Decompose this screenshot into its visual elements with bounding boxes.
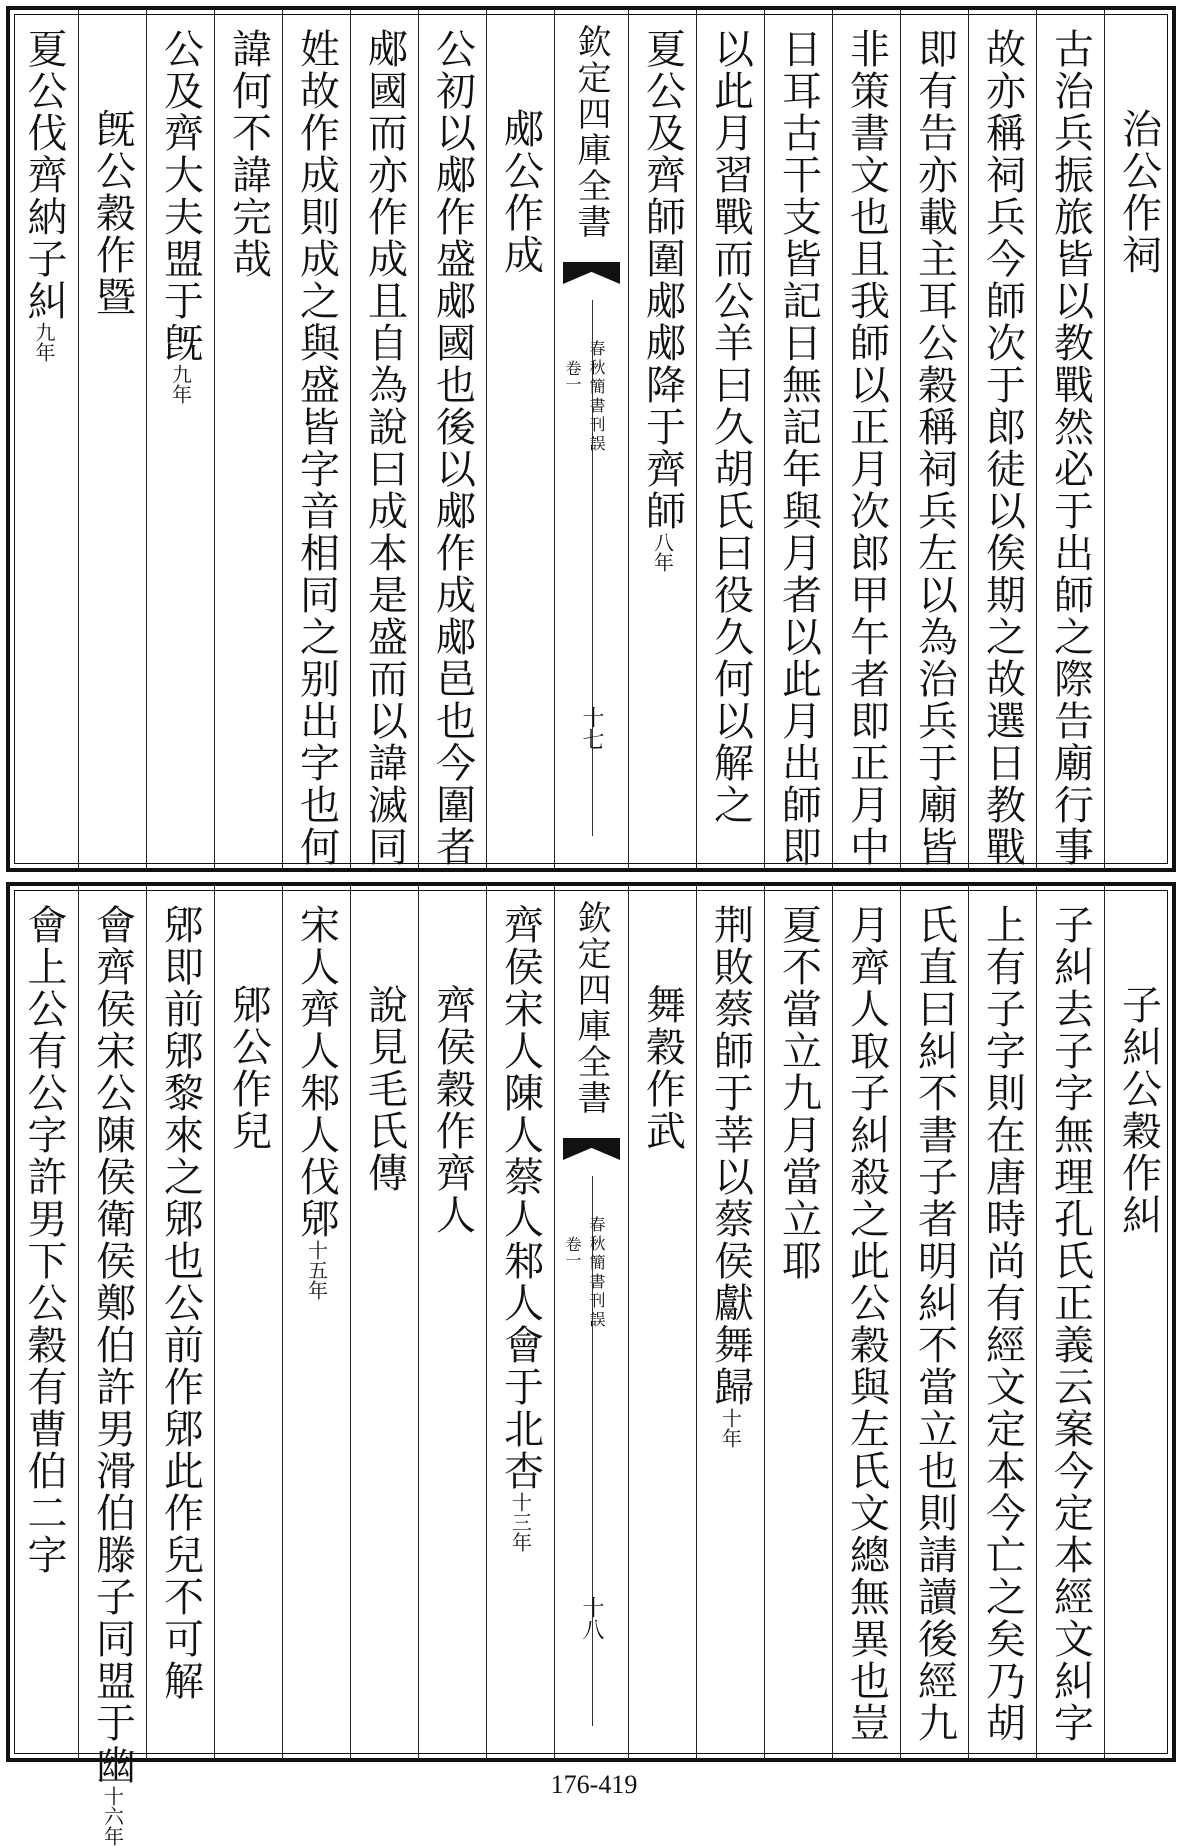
text-column — [486, 10, 554, 868]
year-note: 九年 — [168, 364, 193, 404]
main-text: 月齊人取子糾殺之此公穀與左氏文總無異也豈 — [843, 904, 890, 1744]
year-note: 十三年 — [508, 1492, 533, 1552]
year-note: 九年 — [32, 322, 56, 362]
text-column — [350, 10, 418, 868]
text-column — [900, 886, 968, 1758]
column-text — [89, 904, 136, 1846]
main-text: 即有告亦載主耳公穀稱祠兵左以為治兵于廟皆 — [911, 28, 958, 868]
text-column — [628, 10, 696, 868]
column-text — [707, 904, 754, 1758]
year-note: 十六年 — [100, 1786, 125, 1846]
gutter-page-number: 十八 — [579, 1596, 604, 1640]
column-text — [361, 28, 408, 868]
text-column — [282, 10, 350, 868]
main-text: 治公作祠 — [1115, 108, 1162, 276]
column-text — [225, 28, 272, 868]
main-text: 氏直曰糾不書子者明糾不當立也則請讀後經九 — [911, 904, 958, 1744]
column-text — [707, 28, 754, 868]
main-text: 會上公有公字許男下公穀有曹伯二字 — [21, 904, 67, 1576]
column-text — [293, 28, 340, 868]
main-text: 以此月習戰而公羊曰久胡氏曰役久何以解之 — [707, 28, 754, 826]
main-text: 夏公及齊師圍郕郕降于齊師 — [639, 28, 686, 532]
main-text: 公初以郕作盛郕國也後以郕作成郕邑也今圍者 — [429, 28, 476, 868]
main-text: 古治兵振旅皆以教戰然必于出師之際告廟行事 — [1047, 28, 1094, 868]
gutter-volume: 卷一 — [563, 1236, 582, 1268]
text-column — [78, 10, 146, 868]
column-text — [1115, 108, 1162, 868]
text-column — [696, 886, 764, 1758]
column-text — [843, 904, 890, 1758]
text-column — [10, 10, 78, 868]
text-column — [628, 886, 696, 1758]
center-gutter — [554, 886, 628, 1758]
text-column — [10, 886, 78, 1758]
column-text — [1047, 904, 1094, 1758]
column-text — [89, 108, 136, 868]
page-footer: 176-419 — [550, 1770, 638, 1799]
text-column — [418, 886, 486, 1758]
main-text: 齊侯穀作齊人 — [429, 984, 476, 1236]
main-text: 子糾去子字無理孔氏正義云案今定本經文糾字 — [1047, 904, 1094, 1744]
main-text: 故亦稱祠兵今師次于郎徒以俟期之故選日教戰 — [979, 28, 1026, 868]
main-text: 旣公穀作暨 — [89, 108, 136, 318]
text-column — [968, 10, 1036, 868]
year-note: 八年 — [650, 532, 675, 572]
main-text: 諱何不諱完哉 — [225, 28, 272, 280]
column-text — [979, 28, 1026, 868]
column-text — [843, 28, 890, 868]
column-text — [979, 904, 1026, 1758]
column-text — [911, 28, 958, 868]
text-column — [486, 886, 554, 1758]
gutter-book-title: 春秋簡書刊誤 — [587, 340, 606, 454]
column-text — [225, 984, 272, 1758]
column-text — [21, 904, 67, 1758]
gutter-page-number: 十七 — [579, 706, 604, 750]
main-text: 上有子字則在唐時尚有經文定本今亡之矣乃胡 — [979, 904, 1026, 1744]
column-text — [1047, 28, 1094, 868]
text-column — [214, 886, 282, 1758]
main-text: 子糾公穀作糾 — [1115, 984, 1162, 1236]
column-text — [21, 28, 67, 868]
column-text — [429, 984, 476, 1758]
text-column — [1036, 10, 1104, 868]
column-text — [639, 28, 686, 868]
main-text: 郳即前郳黎來之郳也公前作郳此作兒不可解 — [157, 904, 204, 1702]
main-text: 郳公作兒 — [225, 984, 272, 1152]
column-text — [293, 904, 340, 1758]
main-text: 說見毛氏傳 — [361, 984, 408, 1194]
text-column — [282, 886, 350, 1758]
column-text — [1115, 984, 1162, 1758]
text-column — [900, 10, 968, 868]
main-text: 荆敗蔡師于莘以蔡侯獻舞歸 — [707, 904, 754, 1408]
gutter-volume: 卷一 — [563, 360, 582, 392]
main-text: 日耳古干支皆記日無記年與月者以此月出師即 — [775, 28, 822, 868]
main-text: 夏公伐齊納子糾 — [21, 28, 67, 322]
gutter-title: 欽定四庫全書 — [571, 900, 611, 1116]
column-text — [775, 904, 822, 1758]
year-note: 十五年 — [304, 1240, 329, 1300]
main-text: 舞穀作武 — [639, 984, 686, 1152]
main-text: 宋人齊人邾人伐郳 — [293, 904, 340, 1240]
text-column — [1104, 886, 1172, 1758]
text-column — [764, 10, 832, 868]
text-column — [764, 886, 832, 1758]
main-text: 夏不當立九月當立耶 — [775, 904, 822, 1282]
main-text: 齊侯宋人陳人蔡人邾人會于北杏 — [497, 904, 544, 1492]
text-column — [418, 10, 486, 868]
text-column — [1104, 10, 1172, 868]
main-text: 姓故作成則成之與盛皆字音相同之别出字也何 — [293, 28, 340, 868]
column-text — [361, 984, 408, 1758]
main-text: 郕公作成 — [497, 108, 544, 276]
text-column — [696, 10, 764, 868]
column-text — [429, 28, 476, 868]
text-column — [968, 886, 1036, 1758]
text-column — [1036, 886, 1104, 1758]
column-text — [497, 904, 544, 1758]
column-text — [911, 904, 958, 1758]
column-text — [497, 108, 544, 868]
main-text: 郕國而亦作成且自為說曰成本是盛而以諱滅同 — [361, 28, 408, 868]
text-column — [832, 886, 900, 1758]
text-column — [146, 886, 214, 1758]
text-column — [214, 10, 282, 868]
main-text: 會齊侯宋公陳侯衛侯鄭伯許男滑伯滕子同盟于幽 — [89, 904, 136, 1786]
text-column — [146, 10, 214, 868]
gutter-title: 欽定四庫全書 — [571, 24, 611, 240]
fish-tail-mark — [563, 262, 620, 284]
main-text: 公及齊大夫盟于旣 — [157, 28, 204, 364]
column-text — [157, 904, 204, 1758]
column-text — [639, 984, 686, 1758]
gutter-book-title: 春秋簡書刊誤 — [587, 1216, 606, 1330]
column-text — [775, 28, 822, 868]
year-note: 十年 — [718, 1408, 743, 1448]
text-column — [78, 886, 146, 1846]
text-column — [832, 10, 900, 868]
center-gutter — [554, 10, 628, 868]
fish-tail-mark — [563, 1138, 620, 1160]
main-text: 非策書文也且我師以正月次郎甲午者即正月中 — [843, 28, 890, 868]
top-page-panel — [6, 6, 1176, 872]
text-column — [350, 886, 418, 1758]
column-text — [157, 28, 204, 868]
